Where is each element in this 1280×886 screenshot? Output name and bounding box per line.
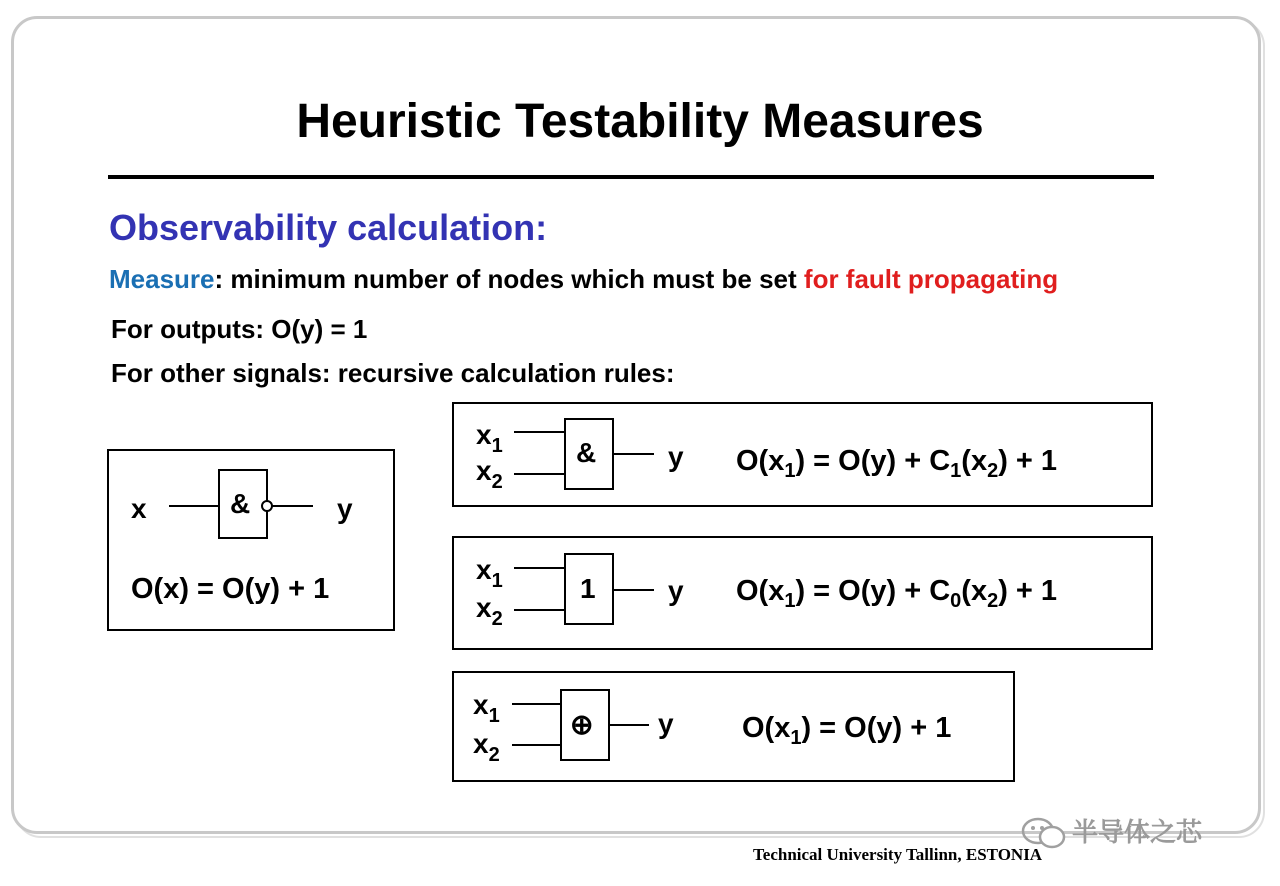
nand-input-label: x <box>131 493 147 524</box>
or-gate-diagram <box>454 538 1151 648</box>
and-input1-label: x <box>476 419 492 450</box>
or-gate-symbol: 1 <box>580 573 596 604</box>
measure-definition <box>109 264 1058 295</box>
watermark-text: 半导体之芯 <box>1072 817 1203 847</box>
and-gate-diagram <box>454 404 1151 505</box>
and-gate-box <box>452 402 1153 507</box>
or-formula: $O(x_1) = O(y) + C_0(x_2) + 1$ <box>736 575 1058 612</box>
nand-inversion-bubble <box>262 501 272 511</box>
and-input1-sub: 1 <box>491 435 503 457</box>
xor-output-label: y <box>658 708 674 739</box>
measure-label: Measure <box>109 264 215 294</box>
and-output-label: y <box>668 441 684 472</box>
and-input2-sub: 2 <box>491 471 503 493</box>
footer-institution: Technical University Tallinn, ESTONIA <box>753 845 1043 864</box>
page-title: Heuristic Testability Measures <box>296 95 984 148</box>
measure-text: : minimum number of nodes which must be set <box>214 264 804 294</box>
and-gate-symbol: & <box>576 437 597 468</box>
or-input2-sub: 2 <box>491 608 503 630</box>
svg-text:x1 <box>473 689 500 727</box>
nand-gate-box <box>107 449 395 631</box>
xor-input2-label: x <box>473 728 489 759</box>
svg-text:x1 <box>476 554 503 592</box>
or-input1-label: x <box>476 554 492 585</box>
and-formula: $O(x_1) = O(y) + C_1(x_2) + 1$ <box>736 445 1058 482</box>
title-divider <box>108 175 1154 179</box>
xor-gate-diagram <box>454 673 1013 780</box>
xor-gate-symbol: ⊕ <box>570 709 594 740</box>
and-input2-label: x <box>476 455 492 486</box>
nand-gate-diagram <box>109 451 393 629</box>
svg-text:x1 <box>476 419 503 457</box>
xor-input2-sub: 2 <box>488 744 500 766</box>
xor-gate-box <box>452 671 1015 782</box>
nand-output-label: y <box>337 493 353 524</box>
svg-text:x2 <box>476 455 503 493</box>
xor-formula: $O(x_1) = O(y) + 1$ <box>742 712 952 749</box>
svg-text:x2 <box>476 592 503 630</box>
nand-formula: O(x) = O(y) + 1 <box>131 573 330 605</box>
nand-gate-symbol: & <box>230 488 251 519</box>
measure-highlight: for fault propagating <box>803 264 1059 294</box>
other-signals-rule: For other signals: recursive calculation rules: <box>111 358 675 388</box>
or-input1-sub: 1 <box>491 570 503 592</box>
section-subtitle: Observability calculation: <box>109 207 548 248</box>
or-input2-label: x <box>476 592 492 623</box>
or-output-label: y <box>668 575 684 606</box>
or-gate-box <box>452 536 1153 650</box>
svg-text:x2 <box>473 728 500 766</box>
outputs-rule: For outputs: O(y) = 1 <box>111 314 368 344</box>
xor-input1-label: x <box>473 689 489 720</box>
xor-input1-sub: 1 <box>488 705 500 727</box>
